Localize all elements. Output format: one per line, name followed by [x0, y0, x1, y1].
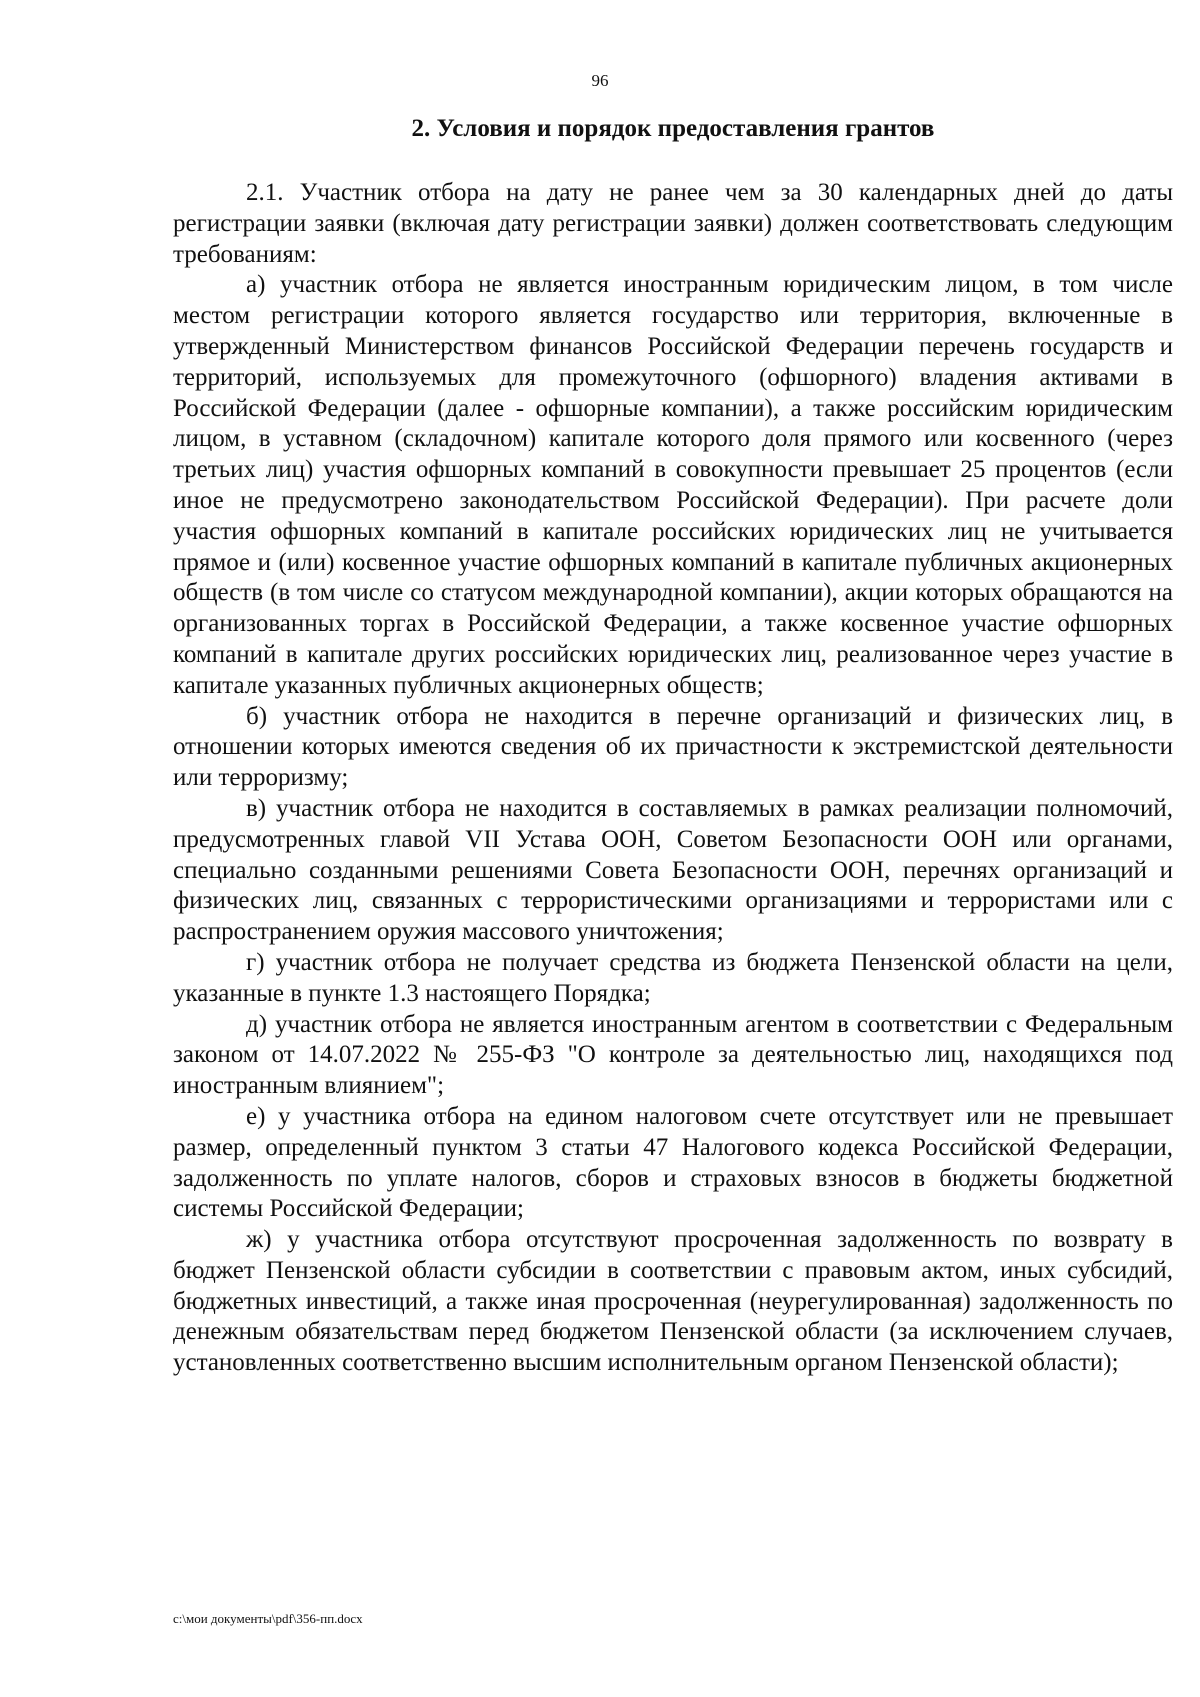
page-number: 96 — [591, 71, 609, 90]
paragraph-2-1: 2.1. Участник отбора на дату не ранее чем за 30 календарных дней до даты регистрации заявки (включая дату регистрации заявки) должен соответствовать следующим требованиям: — [173, 179, 1173, 268]
paragraph-e: е) у участника отбора на едином налоговом счете отсутствует или не превышает размер, определенный пунктом 3 статьи 47 Налогового кодекса Российской Федерации, задолженность по уплате налогов, сборов и страховых взносов в бюджеты бюджетной системы Российской Федерации; — [173, 1102, 1173, 1223]
paragraph-b: б) участник отбора не находится в перечне организаций и физических лиц, в отношении которых имеются сведения об их причастности к экстремистской деятельности или терроризму; — [173, 702, 1173, 792]
body-text — [173, 178, 1173, 1379]
paragraph-v: в) участник отбора не находится в составляемых в рамках реализации полномочий, предусмотренных главой VII Устава ООН, Советом Безопасности ООН или органами, специально созданными решениями Совета Безопасности ООН, перечнях организаций и физических лиц, связанных с террористическими организациями и террористами или с распространением оружия массового уничтожения; — [173, 794, 1173, 946]
paragraph-zh: ж) у участника отбора отсутствуют просроченная задолженность по возврату в бюджет Пензенской области субсидии в соответствии с правовым актом, иных субсидий, бюджетных инвестиций, а также иная просроченная (неурегулированная) задолженность по денежным обязательствам перед бюджетом Пензенской области (за исключением случаев, установленных соответственно высшим исполнительным органом Пензенской области); — [173, 1226, 1173, 1377]
section-title: 2. Условия и порядок предоставления грантов — [411, 115, 935, 142]
paragraph-d: д) участник отбора не является иностранным агентом в соответствии с Федеральным законом от 14.07.2022 № 255-ФЗ "О контроле за деятельностью лиц, находящихся под иностранным влиянием"; — [173, 1010, 1173, 1100]
paragraph-g: г) участник отбора не получает средства из бюджета Пензенской области на цели, указанные в пункте 1.3 настоящего Порядка; — [173, 948, 1173, 1007]
footer-file-path: c:\мои документы\pdf\356-пп.docx — [173, 1611, 363, 1626]
paragraph-a: а) участник отбора не является иностранным юридическим лицом, в том числе местом регистрации которого является государство или территория, включенные в утвержденный Министерством финансов Российской Федерации перечень государств и территорий, используемых для промежуточного (офшорного) владения активами в Российской Федерации (далее - офшорные компании), а также российским юридическим лицом, в уставном (складочном) капитале которого доля прямого или косвенного (через третьих лиц) участия офшорных компаний в совокупности превышает 25 процентов (если иное не предусмотрено законодательством Российской Федерации). При расчете доли участия офшорных компаний в капитале российских юридических лиц не учитывается прямое и (или) косвенное участие офшорных компаний в капитале публичных акционерных обществ (в том числе со статусом международной компании), акции которых обращаются на организованных торгах в Российской Федерации, а также косвенное участие офшорных компаний в капитале других российских юридических лиц, реализованное через участие в капитале указанных публичных акционерных обществ; — [173, 271, 1173, 699]
